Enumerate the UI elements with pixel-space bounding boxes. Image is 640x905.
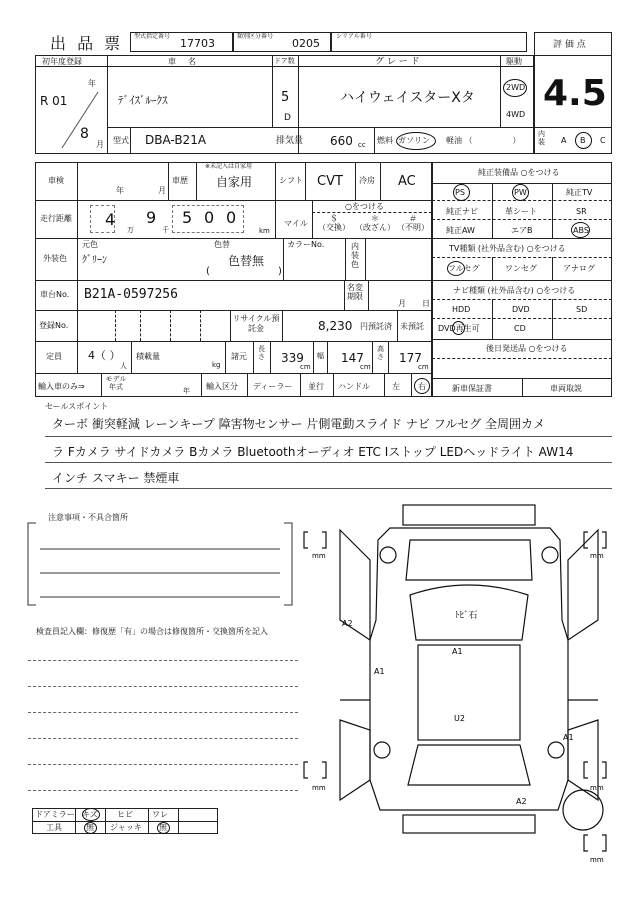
fuel-value: ガソリン: [398, 136, 430, 145]
equip-abs: ABS: [573, 226, 589, 235]
serial-label: シリアル番号: [336, 33, 372, 40]
reg-no-label: 登録No.: [39, 321, 69, 330]
equip-ps: PS: [455, 188, 465, 197]
history-label: 車歴: [172, 176, 188, 185]
chassis-number: B21A-0597256: [84, 287, 178, 302]
mm-label: mm: [590, 784, 604, 792]
navi-dvd-play: DVD再生可: [438, 324, 480, 333]
int-color-label: 内装色: [351, 242, 359, 269]
history: 自家用: [216, 175, 253, 189]
mileage-digit: 5: [182, 208, 193, 227]
caution-label: 注意事項・不具合箇所: [48, 513, 128, 522]
original-color: ｸﾞﾘｰﾝ: [82, 255, 107, 266]
disp-label: 排気量: [276, 136, 304, 146]
grade-label: グ レ ー ド: [375, 57, 420, 67]
displacement: 660: [330, 134, 353, 148]
width: 147: [341, 351, 364, 365]
drive-label: 駆動: [506, 57, 522, 66]
color-no-label: カラーNo.: [287, 240, 325, 249]
mileage-digit: 9: [146, 208, 157, 227]
mileage-label: 走行距離: [40, 214, 72, 223]
load-label: 積載量: [136, 352, 160, 361]
dims-label: 諸元: [231, 352, 247, 361]
shaken-label: 車検: [48, 176, 64, 185]
equip-title: 純正装備品 ○をつける: [478, 168, 560, 177]
color-label: 外装色: [43, 254, 67, 263]
class-code-label: 類別区分番号: [237, 33, 274, 40]
car-damage-diagram: [300, 500, 630, 890]
drive-4wd: 4WD: [506, 110, 526, 119]
handle-right: 右: [418, 382, 426, 391]
drive-2wd: 2WD: [506, 83, 526, 92]
interior-label: 内装: [538, 130, 545, 146]
shift: CVT: [317, 174, 343, 189]
tv-fullseg: フルセグ: [448, 264, 480, 273]
mm-label: mm: [312, 552, 326, 560]
height: 177: [399, 351, 422, 365]
shift-label: シフト: [279, 176, 303, 185]
damage-mark: ﾄﾋﾞ石: [455, 611, 478, 621]
damage-mark: U2: [454, 714, 465, 723]
fuel-label: 燃料: [377, 136, 393, 145]
tv-title: TV種類 (社外品含む) ○をつける: [449, 244, 566, 253]
first-reg-label: 初年度登録: [42, 57, 82, 66]
handle-label: ハンドル: [338, 382, 370, 391]
ac: AC: [398, 174, 416, 189]
length: 339: [281, 351, 304, 365]
interior-grade: B: [580, 136, 586, 145]
sales-line-3: インチ スマキー 禁煙車: [52, 471, 180, 485]
mm-label: mm: [590, 856, 604, 864]
mileage-digit: 4: [105, 210, 116, 229]
fuel-circle: [396, 132, 436, 150]
capacity: 4（ ）: [88, 349, 121, 362]
mileage-digit: 0: [226, 208, 237, 227]
car-name: ﾃﾞｲｽﾞﾙｰｸｽ: [118, 94, 168, 107]
diesel-label: 軽油 （ ）: [446, 136, 521, 145]
import-label: 輸入車のみ⇒: [38, 382, 85, 391]
damage-mark: A2: [516, 797, 527, 806]
equip-pw: PW: [514, 188, 527, 197]
name-change-label: 名変期限: [347, 283, 363, 301]
model-code-label: 型式指定番号: [134, 33, 171, 40]
sales-label: セールスポイント: [45, 402, 109, 411]
grade-score-label: 評 価 点: [553, 40, 586, 50]
sheet-title: 出 品 票: [50, 34, 124, 53]
inspector-label: 検査員記入欄：修復歴「有」の場合は修復箇所・交換箇所を記入: [36, 627, 268, 636]
doors-label: ドア数: [274, 57, 295, 65]
chassis-label: 車台No.: [40, 290, 70, 299]
recycle-label: リサイクル預託金: [232, 314, 280, 333]
door-count: 5: [281, 90, 290, 105]
mirror-value: キズ: [82, 810, 98, 819]
recycle-amount: 8,230: [318, 319, 353, 333]
post-title: 後日発送品 ○をつける: [486, 344, 568, 353]
recycle-status: 未預託: [400, 322, 424, 331]
repaint: 色替無: [228, 254, 265, 268]
damage-mark: A1: [452, 647, 463, 656]
mirror-label: ドアミラー: [35, 810, 75, 819]
model-code: 17703: [180, 37, 215, 50]
mileage-digit: 0: [204, 208, 215, 227]
damage-mark: A1: [563, 733, 574, 742]
class-code: 0205: [292, 37, 320, 50]
damage-mark: A2: [342, 619, 353, 628]
capacity-label: 定員: [46, 352, 62, 361]
first-reg-era: R 01: [40, 94, 68, 108]
sales-line-1: ターボ 衝突軽減 レーンキープ 障害物センサー 片側電動スライド ナビ フルセグ 全周囲カメ: [52, 417, 546, 431]
sales-line-2: ラ Fカメラ サイドカメラ Bカメラ Bluetoothオーディオ ETC Iストップ LEDヘッドライト AW14: [52, 445, 574, 459]
mm-label: mm: [590, 552, 604, 560]
grade-score: 4.5: [543, 73, 607, 114]
first-reg-month: 8: [80, 126, 89, 142]
import-cat-label: 輸入区分: [206, 382, 238, 391]
tools-label: 工具: [46, 823, 62, 832]
car-name-label: 車 名: [168, 57, 198, 66]
grade: ハイウェイスターXタ: [340, 90, 475, 106]
mm-label: mm: [312, 784, 326, 792]
mile-label: マイル: [284, 219, 308, 228]
damage-mark: A1: [374, 667, 385, 676]
ac-label: 冷房: [359, 176, 375, 185]
model-type: DBA-B21A: [145, 133, 207, 147]
caution-brackets: [26, 515, 296, 610]
model-label: 型式: [113, 136, 129, 145]
navi-title: ナビ種類 (社外品含む) ○をつける: [453, 286, 576, 295]
